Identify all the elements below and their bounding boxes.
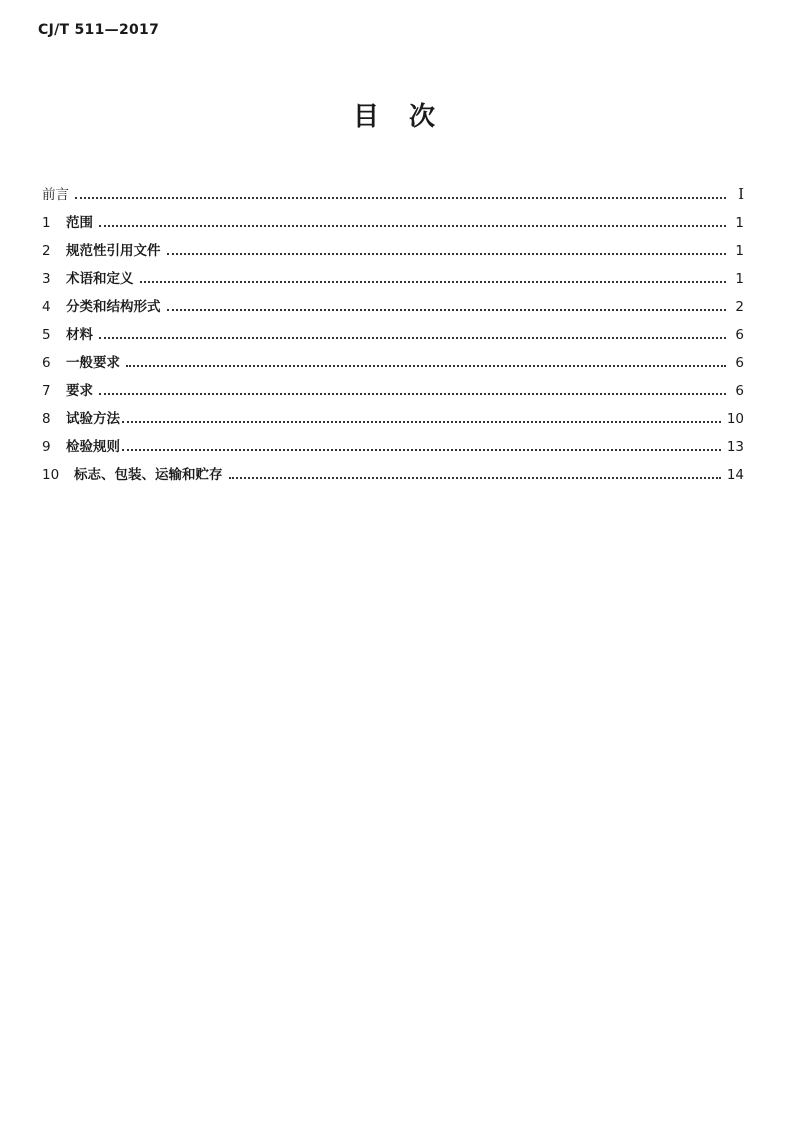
toc-entry-page: 6 <box>735 327 744 343</box>
toc-leader-dots <box>99 393 726 395</box>
toc-leader-dots <box>167 309 727 311</box>
toc-entry-label: 试验方法 <box>66 411 120 427</box>
toc-leader-dots <box>229 477 721 479</box>
toc-entry-page: 1 <box>735 215 744 231</box>
toc-entry-label: 规范性引用文件 <box>66 243 161 259</box>
toc-entry-label: 术语和定义 <box>66 271 134 287</box>
toc-entry-4[interactable] <box>42 287 744 315</box>
toc-entry-number: 7 <box>42 383 51 399</box>
toc-entry-8[interactable] <box>42 399 744 427</box>
page-title: 目 次 <box>352 102 437 132</box>
toc-entry-page: 1 <box>735 271 744 287</box>
toc-entry-page: 10 <box>726 411 744 427</box>
toc-entry-number: 10 <box>42 467 60 483</box>
toc-entry-1[interactable] <box>42 203 744 231</box>
toc-entry-page: 13 <box>726 439 744 455</box>
toc-entry-3[interactable] <box>42 259 744 287</box>
toc-entry-number: 1 <box>42 215 51 231</box>
toc-leader-dots <box>140 281 727 283</box>
table-of-contents <box>42 175 744 483</box>
toc-leader-dots <box>126 365 726 367</box>
standard-code: CJ/T 511—2017 <box>38 22 160 38</box>
toc-entry-page: 2 <box>735 299 744 315</box>
toc-entry-number: 4 <box>42 299 51 315</box>
toc-entry-label: 分类和结构形式 <box>66 299 161 315</box>
toc-leader-dots <box>122 421 721 423</box>
toc-entry-label: 前言 <box>42 187 69 203</box>
toc-entry-6[interactable] <box>42 343 744 371</box>
toc-entry-label: 一般要求 <box>66 355 120 371</box>
toc-entry-page: 14 <box>726 467 744 483</box>
toc-entry-page: 6 <box>735 383 744 399</box>
toc-leader-dots <box>99 225 726 227</box>
toc-entry-page: 1 <box>735 243 744 259</box>
toc-entry-page: 6 <box>735 355 744 371</box>
toc-entry-5[interactable] <box>42 315 744 343</box>
toc-entry-foreword[interactable] <box>42 175 744 203</box>
toc-entry-2[interactable] <box>42 231 744 259</box>
toc-leader-dots <box>167 253 727 255</box>
toc-entry-number: 2 <box>42 243 51 259</box>
toc-entry-9[interactable] <box>42 427 744 455</box>
toc-entry-label: 材料 <box>66 327 93 343</box>
toc-entry-number: 5 <box>42 327 51 343</box>
toc-entry-label: 检验规则 <box>66 439 120 455</box>
toc-entry-label: 标志、包装、运输和贮存 <box>74 467 223 483</box>
toc-entry-number: 3 <box>42 271 51 287</box>
toc-entry-number: 9 <box>42 439 51 455</box>
toc-entry-number: 8 <box>42 411 51 427</box>
toc-entry-label: 要求 <box>66 383 93 399</box>
toc-entry-7[interactable] <box>42 371 744 399</box>
toc-leader-dots <box>75 197 726 199</box>
toc-entry-10[interactable] <box>42 455 744 483</box>
toc-entry-page: Ⅰ <box>738 185 744 203</box>
toc-entry-number: 6 <box>42 355 51 371</box>
toc-leader-dots <box>122 449 721 451</box>
toc-entry-label: 范围 <box>66 215 93 231</box>
toc-leader-dots <box>99 337 726 339</box>
